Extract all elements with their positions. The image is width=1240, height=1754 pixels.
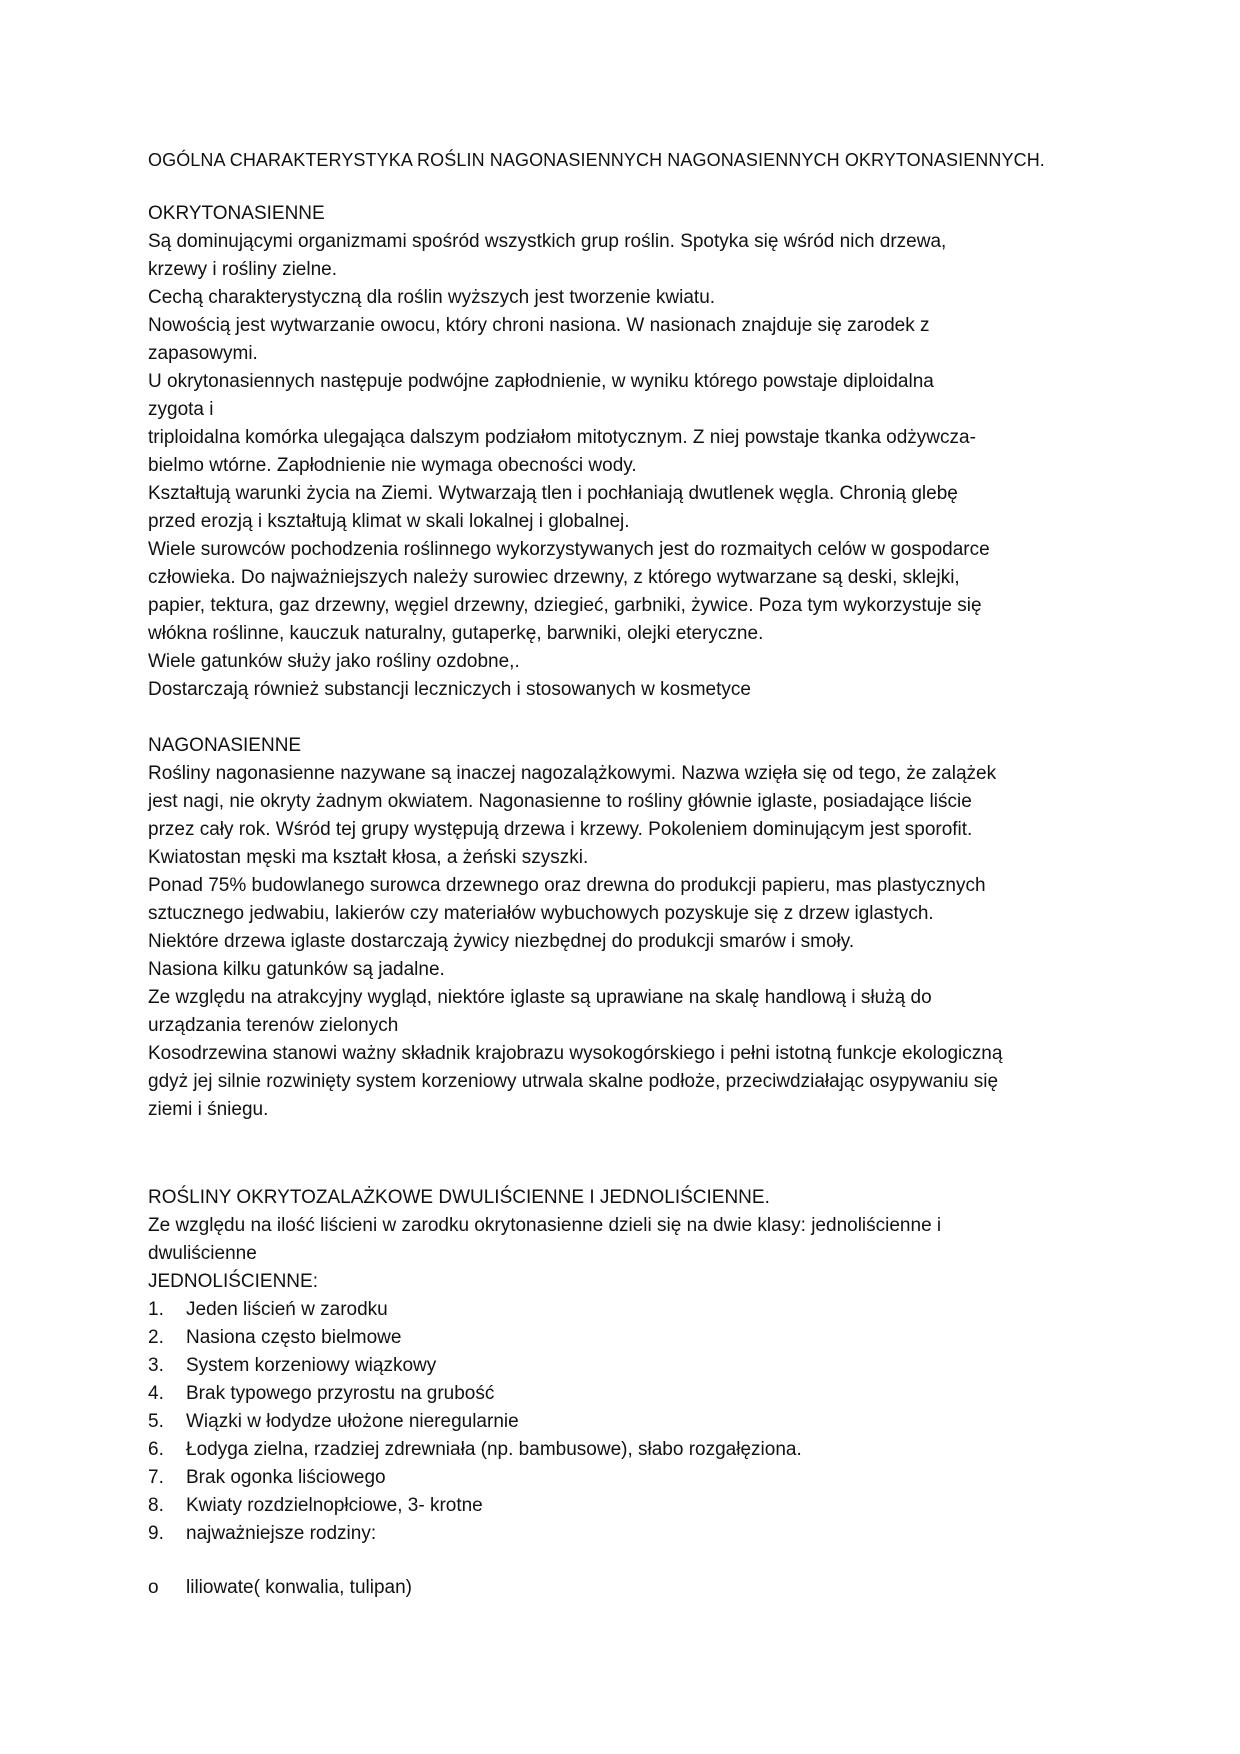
paragraph: Rośliny nagonasienne nazywane są inaczej nagozalążkowymi. Nazwa wzięła się od tego, że zalążek jest nagi, nie okryty żadnym okwiatem. Nagonasienne to rośliny głównie iglaste, posiadające liście przez cały rok. Wśród tej grupy występują drzewa i krzewy. Pokoleniem dominującym jest sporofit. Kwiatostan męski ma kształt kłosa, a żeński szyszki. <box>148 763 997 868</box>
paragraph: Ze względu na atrakcyjny wygląd, niektóre iglaste są uprawiane na skalę handlową i służą do urządzania terenów zielonych <box>148 987 932 1036</box>
paragraph: U okrytonasiennych następuje podwójne zapłodnienie, w wyniku którego powstaje diploidalna zygota i <box>148 371 934 420</box>
paragraph: Wiele gatunków służy jako rośliny ozdobne,. <box>148 651 520 672</box>
list-number: 4. <box>148 1383 164 1404</box>
list-item-text: System korzeniowy wiązkowy <box>186 1355 437 1376</box>
list-item <box>148 1464 1098 1492</box>
list-number: 3. <box>148 1355 164 1376</box>
section-heading: OKRYTONASIENNE <box>148 203 325 224</box>
subheading-jednoliscienne: JEDNOLIŚCIENNE: <box>148 1271 318 1292</box>
paragraph: Ponad 75% budowlanego surowca drzewnego oraz drewna do produkcji papieru, mas plastycznych sztucznego jedwabiu, lakierów czy materiałów wybuchowych pozyskuje się z drzew iglastych. <box>148 875 986 924</box>
section-heading: NAGONASIENNE <box>148 735 302 756</box>
list-item <box>148 1436 1098 1464</box>
bullet-item-text: liliowate( konwalia, tulipan) <box>186 1577 412 1598</box>
bullet-marker: o <box>148 1577 159 1598</box>
list-number: 5. <box>148 1411 164 1432</box>
list-item-text: Kwiaty rozdzielnopłciowe, 3- krotne <box>186 1495 483 1516</box>
list-number: 2. <box>148 1327 164 1348</box>
list-item-text: Łodyga zielna, rzadziej zdrewniała (np. bambusowe), słabo rozgałęziona. <box>186 1439 802 1460</box>
section-nagonasienne <box>148 732 1098 1124</box>
list-number: 6. <box>148 1439 164 1460</box>
list-item-text: Nasiona często bielmowe <box>186 1327 402 1348</box>
paragraph: Kosodrzewina stanowi ważny składnik krajobrazu wysokogórskiego i pełni istotną funkcje ekologiczną gdyż jej silnie rozwinięty system korzeniowy utrwala skalne podłoże, przeciwdziałając osypywaniu się ziemi i śniegu. <box>148 1043 1003 1120</box>
list-number: 8. <box>148 1495 164 1516</box>
list-item-text: Brak ogonka liściowego <box>186 1467 386 1488</box>
list-item <box>148 1324 1098 1352</box>
list-item <box>148 1352 1098 1380</box>
bullet-item <box>148 1574 1098 1602</box>
list-item <box>148 1520 1098 1548</box>
document-content <box>148 146 1098 1630</box>
numbered-list <box>148 1296 1098 1548</box>
paragraph: Dostarczają również substancji leczniczych i stosowanych w kosmetyce <box>148 679 751 700</box>
list-item-text: najważniejsze rodziny: <box>186 1523 377 1544</box>
paragraph: Niektóre drzewa iglaste dostarczają żywicy niezbędnej do produkcji smarów i smoły. <box>148 931 855 952</box>
paragraph: Są dominującymi organizmami spośród wszystkich grup roślin. Spotyka się wśród nich drzewa, krzewy i rośliny zielne. <box>148 231 947 280</box>
list-number: 1. <box>148 1299 164 1320</box>
paragraph: triploidalna komórka ulegająca dalszym podziałom mitotycznym. Z niej powstaje tkanka odżywcza- bielmo wtórne. Zapłodnienie nie wymaga obecności wody. <box>148 427 976 476</box>
paragraph: Nowością jest wytwarzanie owocu, który chroni nasiona. W nasionach znajduje się zarodek z zapasowymi. <box>148 315 930 364</box>
paragraph: Kształtują warunki życia na Ziemi. Wytwarzają tlen i pochłaniają dwutlenek węgla. Chronią glebę przed erozją i kształtują klimat w skali lokalnej i globalnej. <box>148 483 958 532</box>
section-heading: ROŚLINY OKRYTOZALAŻKOWE DWULIŚCIENNE I JEDNOLIŚCIENNE. <box>148 1187 770 1208</box>
paragraph: Wiele surowców pochodzenia roślinnego wykorzystywanych jest do rozmaitych celów w gospodarce człowieka. Do najważniejszych należy surowiec drzewny, z którego wytwarzane są deski, sklejki, papier, tektura, gaz drzewny, węgiel drzewny, dziegieć, garbniki, żywice. Poza tym wykorzystuje się włókna roślinne, kauczuk naturalny, gutaperkę, barwniki, olejki eteryczne. <box>148 539 990 644</box>
list-number: 7. <box>148 1467 164 1488</box>
list-item-text: Brak typowego przyrostu na grubość <box>186 1383 495 1404</box>
paragraph: Nasiona kilku gatunków są jadalne. <box>148 959 445 980</box>
list-item <box>148 1296 1098 1324</box>
section-okrytonasienne <box>148 200 1098 704</box>
section-rosliny-okrytozalazkowe <box>148 1184 1098 1602</box>
list-item-text: Jeden liścień w zarodku <box>186 1299 388 1320</box>
list-item <box>148 1408 1098 1436</box>
list-item <box>148 1380 1098 1408</box>
list-number: 9. <box>148 1523 164 1544</box>
list-item <box>148 1492 1098 1520</box>
document-title: OGÓLNA CHARAKTERYSTYKA ROŚLIN NAGONASIENNYCH NAGONASIENNYCH OKRYTONASIENNYCH. <box>148 150 1045 170</box>
paragraph: Ze względu na ilość liścieni w zarodku okrytonasienne dzieli się na dwie klasy: jednoliścienne i dwuliścienne <box>148 1215 942 1264</box>
bullet-list <box>148 1574 1098 1602</box>
paragraph: Cechą charakterystyczną dla roślin wyższych jest tworzenie kwiatu. <box>148 287 716 308</box>
list-item-text: Wiązki w łodydze ułożone nieregularnie <box>186 1411 519 1432</box>
